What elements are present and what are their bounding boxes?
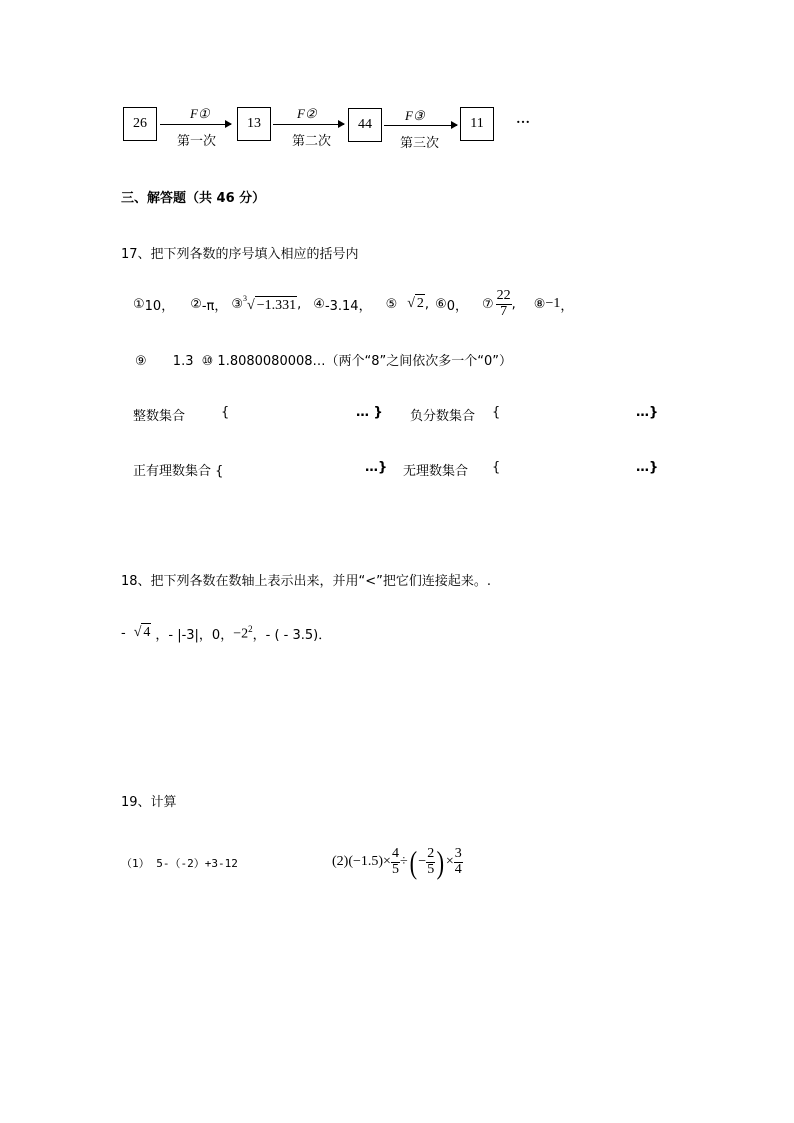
q18-expression	[121, 619, 331, 647]
q19-part1: （1） 5-（-2）+3-12	[121, 857, 238, 870]
root-index: 3	[243, 294, 248, 303]
square-root	[134, 625, 152, 641]
q19-part2-label: (2)	[332, 854, 349, 869]
set-integer-open: {	[221, 405, 230, 420]
item-3-mark: ③	[231, 296, 244, 312]
set-irrational-close: …}	[636, 460, 659, 475]
item-5-sep: ,	[424, 296, 430, 312]
set-neg-frac-label: 负分数集合	[410, 409, 476, 424]
set-pos-rational-label: 正有理数集合 {	[133, 464, 224, 479]
set-integer-label: 整数集合	[133, 409, 186, 424]
item-8-mark: ⑧	[533, 296, 546, 312]
flow-box-4	[460, 107, 494, 141]
minus-sign: −	[418, 854, 427, 869]
fraction-denominator: 5	[427, 861, 435, 877]
flow-step-3-label: 第三次	[400, 136, 440, 151]
radicand: 2	[416, 296, 424, 311]
flow-box-1	[123, 107, 157, 141]
set-neg-frac-open: {	[492, 405, 501, 420]
flow-box-3	[348, 108, 382, 142]
flow-step-2-op: F②	[297, 106, 317, 121]
q19-part2	[332, 841, 463, 883]
power-base: −2	[233, 626, 249, 642]
flow-box-2	[237, 107, 271, 141]
q18-title: 18、把下列各数在数轴上表示出来，并用“<”把它们连接起来。.	[121, 574, 492, 589]
fraction-numerator: 4	[391, 845, 399, 861]
item-9-value: 1.3	[172, 354, 194, 369]
item-4-mark: ④	[313, 296, 325, 312]
item-2-mark: ②	[190, 296, 202, 312]
flow-step-1-label: 第一次	[177, 134, 217, 149]
q17-number-list-line2	[135, 350, 512, 369]
q18-expr-d: ，- ( - 3.5)．	[252, 627, 332, 643]
q19-title: 19、计算	[121, 795, 177, 810]
flow-box-value: 26	[133, 116, 147, 131]
flow-step-2-label: 第二次	[292, 134, 332, 149]
flow-ellipsis: …	[516, 112, 530, 127]
q17-number-list	[133, 287, 573, 321]
divide-sign: ÷	[399, 854, 408, 869]
item-8-value: −1	[545, 296, 561, 311]
flow-arrow-1	[160, 124, 231, 125]
left-paren: (	[409, 843, 417, 880]
item-5-mark: ⑤	[385, 296, 398, 312]
cube-root	[243, 294, 297, 314]
flow-box-value: 13	[247, 116, 261, 131]
fraction-2-5	[426, 847, 435, 877]
item-9-mark: ⑨	[135, 354, 147, 369]
q18-expr-a: -	[121, 625, 126, 641]
fraction-denominator: 7	[500, 303, 508, 319]
item-1-value: 10，	[144, 298, 175, 314]
radical-sign-icon: √	[247, 298, 255, 313]
item-6-mark: ⑥	[435, 296, 447, 312]
fraction-numerator: 22	[496, 287, 511, 303]
radical-sign-icon: √	[133, 625, 142, 640]
item-1-mark: ①	[133, 296, 145, 312]
q17-title: 17、把下列各数的序号填入相应的括号内	[121, 247, 359, 262]
item-10-value: 1.8080080008…（两个“8”之间依次多一个“0”）	[217, 354, 513, 369]
power-exponent: 2	[248, 623, 253, 634]
item-4-value: -3.14，	[324, 298, 372, 314]
item-10-mark: ⑩	[201, 354, 214, 369]
item-3-sep: ,	[297, 296, 302, 312]
q19-part2-a: (−1.5)×	[348, 854, 391, 869]
fraction-22-7	[496, 289, 512, 319]
set-irrational-open: {	[492, 460, 501, 475]
set-neg-frac-close: …}	[636, 405, 659, 420]
right-paren: )	[436, 843, 445, 880]
fraction-denominator: 4	[454, 861, 462, 877]
fraction-numerator: 2	[427, 845, 435, 861]
flow-box-value: 44	[358, 117, 372, 132]
times-sign: ×	[445, 854, 454, 869]
fraction-4-5	[391, 847, 400, 877]
fraction-numerator: 3	[454, 845, 462, 861]
item-6-value: 0，	[446, 298, 468, 314]
set-integer-close: … }	[356, 405, 383, 420]
q18-expr-b: ，- |-3|，0，	[155, 627, 234, 643]
item-7-sep: ,	[511, 296, 516, 312]
item-2-value: -π，	[201, 298, 228, 314]
radical-sign-icon: √	[407, 296, 415, 311]
item-7-mark: ⑦	[482, 296, 494, 312]
set-pos-rational-close: …}	[365, 460, 388, 475]
fraction-denominator: 5	[391, 861, 399, 877]
flow-arrow-2	[273, 124, 344, 125]
flow-box-value: 11	[470, 116, 484, 131]
item-8-sep: ，	[560, 298, 574, 314]
section-title: 三、解答题（共 46 分）	[121, 191, 266, 206]
radicand: −1.331	[256, 298, 297, 313]
flow-step-3-op: F③	[405, 108, 425, 123]
flow-arrow-3	[384, 125, 457, 126]
radicand: 4	[143, 625, 151, 640]
set-irrational-label: 无理数集合	[403, 464, 469, 479]
q18-expr-c	[233, 624, 252, 643]
flow-step-1-op: F①	[190, 106, 210, 121]
fraction-3-4	[454, 847, 463, 877]
square-root	[407, 296, 425, 312]
